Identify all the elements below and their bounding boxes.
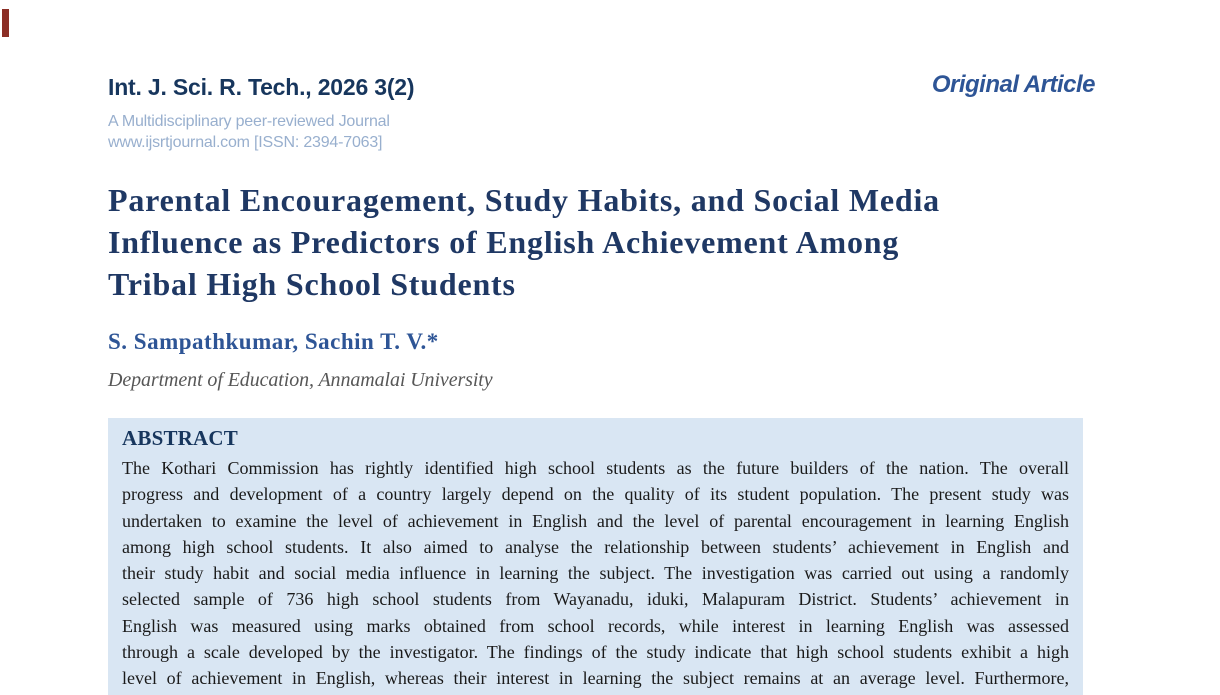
journal-name: Int. J. Sci. R. Tech., 2026 3(2) [108, 74, 415, 100]
abstract-text-line: among high school students. It also aimed to analyse the relationship between students’ achievement in English and [122, 536, 1069, 557]
article-title-line: Tribal High School Students [108, 266, 516, 302]
article-title [108, 179, 1108, 305]
abstract-heading: ABSTRACT [122, 426, 238, 450]
abstract-text-line: progress and development of a country largely depend on the quality of its student population. The present study was [122, 484, 1069, 505]
abstract-text-line: through a scale developed by the investigator. The findings of the study indicate that high school students exhibit a high [122, 642, 1069, 663]
article-type-label: Original Article [931, 71, 1095, 98]
author-names: S. Sampathkumar, Sachin T. V.* [108, 329, 439, 354]
abstract-text-line: level of achievement in English, whereas their interest in learning the subject remains at an average level. Furthermore, [122, 668, 1069, 689]
abstract-text-line: their study habit and social media influence in learning the subject. The investigation was carried out using a randomly [122, 563, 1069, 584]
margin-mark [2, 9, 9, 37]
article-title-line: Parental Encouragement, Study Habits, and Social Media [108, 182, 940, 218]
journal-url-issn: www.ijsrtjournal.com [ISSN: 2394-7063] [108, 134, 383, 151]
abstract-text-line: English was measured using marks obtained from school records, while interest in learning English was assessed [122, 615, 1069, 636]
abstract-text [122, 455, 1069, 692]
abstract-section [108, 418, 1083, 695]
abstract-text-line: The Kothari Commission has rightly identified high school students as the future builders of the nation. The overall [122, 458, 1069, 478]
abstract-text-line: selected sample of 736 high school students from Wayanadu, iduki, Malapuram District. Students’ achievement in [122, 589, 1069, 610]
article-title-line: Influence as Predictors of English Achievement Among [108, 224, 900, 260]
journal-subtitle: A Multidisciplinary peer-reviewed Journal [108, 113, 390, 130]
author-affiliation: Department of Education, Annamalai University [108, 369, 493, 391]
abstract-text-line: undertaken to examine the level of achievement in English and the level of parental encouragement in learning English [122, 510, 1069, 531]
